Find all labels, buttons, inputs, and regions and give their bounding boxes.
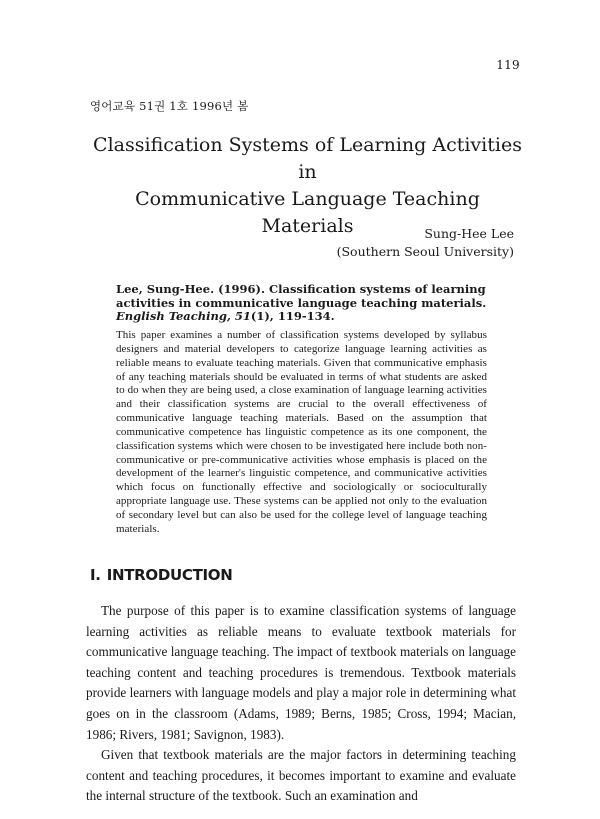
- citation: [116, 283, 487, 324]
- author-block: [337, 225, 514, 261]
- body-paragraph-2: Given that textbook materials are the major factors in determining teaching content and teaching procedures, it becomes important to examine and evaluate the internal structure of the textbook. Such an examination and: [86, 747, 516, 804]
- title-line-2: Communicative Language Teaching Materials: [135, 188, 480, 237]
- paper-title: [90, 132, 525, 240]
- journal-header: 영어교육 51권 1호 1996년 봄: [90, 99, 249, 113]
- section-number: Ⅰ.: [90, 566, 101, 584]
- section-heading: [90, 566, 233, 584]
- citation-journal: English Teaching, 51: [116, 309, 251, 323]
- citation-authors-year: Lee, Sung-Hee. (1996).: [116, 282, 265, 296]
- citation-article-title: Classification systems of learning activities in communicative language teaching materials.: [116, 282, 487, 310]
- body-text: [86, 601, 516, 807]
- abstract: This paper examines a number of classification systems developed by syllabus designers and material developers to categorize language learning activities as reliable means to evaluate teaching materials. Given that communicative emphasis of any teaching materials should be evaluated in terms of what students are asked to do when they are being used, a close examination of language learning activities and their classification systems are crucial to the overall effectiveness of communicative language teaching materials. Based on the assumption that communicative competence has linguistic competence as its one component, the classification systems which were chosen to be investigated here include both non-communicative or pre-communicative activities whose emphasis is placed on the development of the learner's linguistic competence, and communicative activities which focus on functionally effective and sociologically or socioculturally appropriate language use. These systems can be applied not only to the evaluation of secondary level but can also be used for the college level of language teaching materials.: [116, 329, 487, 535]
- body-paragraph-1: The purpose of this paper is to examine classification systems of language learning activities as reliable means to evaluate textbook materials for communicative language teaching. The impact of textbook materials on language teaching content and teaching procedures is tremendous. Textbook materials provide learners with language models and play a major role in determining what goes on in the classroom (Adams, 1989; Berns, 1985; Cross, 1994; Macian, 1986; Rivers, 1981; Savignon, 1983).: [86, 603, 516, 742]
- page-number: 119: [496, 58, 520, 72]
- author-affiliation: (Southern Seoul University): [336, 244, 514, 259]
- citation-pages: 119-134.: [277, 309, 335, 323]
- section-title: INTRODUCTION: [106, 566, 233, 584]
- title-line-1: Classification Systems of Learning Activities in: [93, 134, 522, 183]
- author-name: Sung-Hee Lee: [424, 226, 514, 241]
- citation-issue: (1),: [250, 309, 274, 323]
